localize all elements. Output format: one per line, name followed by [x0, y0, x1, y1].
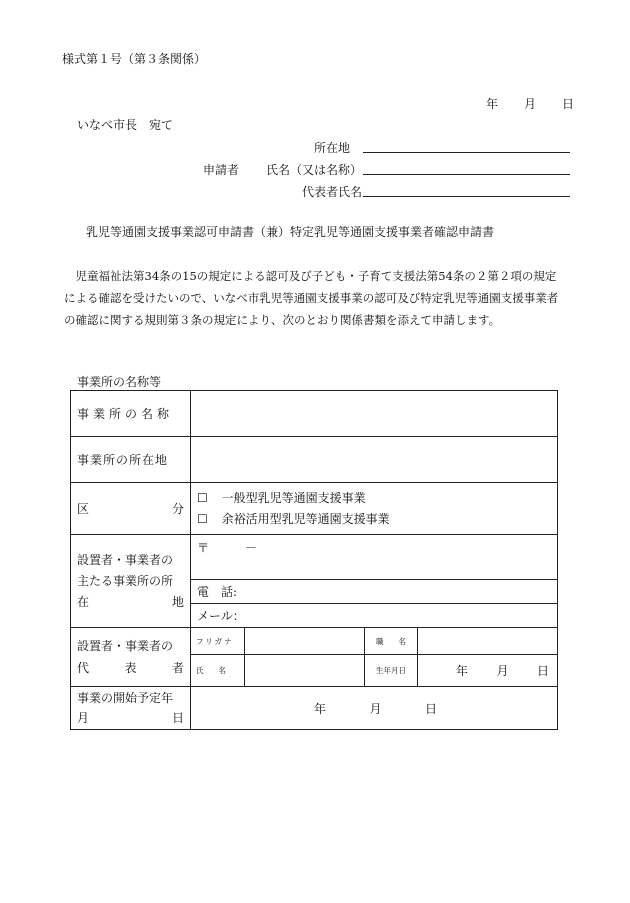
table-row: [71, 391, 558, 437]
checkbox-icon[interactable]: ☐: [197, 511, 208, 526]
body-text: 児童福祉法第34条の15の規定による認可及び子ども・子育て支援法第54条の２第２項の規定による確認を受けたいので、いなべ市乳児等通園支援事業の認可及び特定乳児等通園支援事業者の確認に関する規則第３条の規定により、次のとおり関係書類を添えて申請します。: [64, 269, 559, 327]
date-day-label: 日: [562, 97, 575, 111]
date-year-label: 年: [486, 97, 499, 111]
checkbox-icon[interactable]: ☐: [197, 490, 208, 505]
representative-label: 代表者氏名: [302, 185, 363, 199]
start-date-label: 事業の開始予定年 月 日: [71, 687, 191, 730]
facility-table: [70, 390, 558, 730]
table-row: [71, 628, 558, 655]
facility-name-field[interactable]: [191, 391, 558, 437]
birthdate-label: 生年月日: [365, 655, 418, 687]
document-title: 乳児等通園支援事業認可申請書（兼）特定乳児等通園支援事業者確認申請書: [86, 225, 495, 239]
category-label: 区 分: [71, 483, 191, 535]
form-number: 様式第１号（第３条関係）: [62, 52, 207, 66]
address-field[interactable]: [363, 152, 570, 153]
applicant-label: 申請者: [203, 163, 240, 177]
table-row: [71, 687, 558, 730]
representative-field[interactable]: [363, 196, 570, 197]
birthdate-field[interactable]: 年 月 日: [418, 655, 558, 687]
rep-name-field[interactable]: [245, 655, 365, 687]
category-options: [191, 483, 558, 535]
name-label: 氏名（又は名称）: [266, 163, 363, 177]
job-title-label: 職 名: [365, 628, 418, 655]
address-label: 所在地: [314, 141, 351, 155]
postal-field[interactable]: 〒 －: [191, 535, 558, 580]
representative-label-cell: 設置者・事業者の 代 表 者: [71, 628, 191, 687]
table-row: [71, 483, 558, 535]
start-date-field[interactable]: 年 月 日: [191, 687, 558, 730]
option-general[interactable]: ☐ 一般型乳児等通園支援事業: [197, 490, 366, 505]
date-month-label: 月: [524, 97, 537, 111]
addressee: いなべ市長 宛て: [77, 118, 174, 132]
mail-field[interactable]: メール：: [191, 604, 558, 628]
furigana-label: フリガナ: [191, 628, 245, 655]
name-field[interactable]: [363, 174, 570, 175]
table-row: [71, 437, 558, 483]
facility-address-field[interactable]: [191, 437, 558, 483]
table-caption: 事業所の名称等: [77, 375, 162, 389]
table-row: [71, 535, 558, 580]
phone-field[interactable]: 電 話:: [191, 580, 558, 604]
job-title-field[interactable]: [418, 628, 558, 655]
founder-address-label: 設置者・事業者の 主たる事業所の所 在 地: [71, 535, 191, 628]
facility-name-label: 事業所の名称: [71, 391, 191, 437]
name-label-cell: 氏 名: [191, 655, 245, 687]
option-surplus[interactable]: ☐ 余裕活用型乳児等通園支援事業: [197, 511, 390, 526]
facility-address-label: 事業所の所在地: [71, 437, 191, 483]
furigana-field[interactable]: [245, 628, 365, 655]
